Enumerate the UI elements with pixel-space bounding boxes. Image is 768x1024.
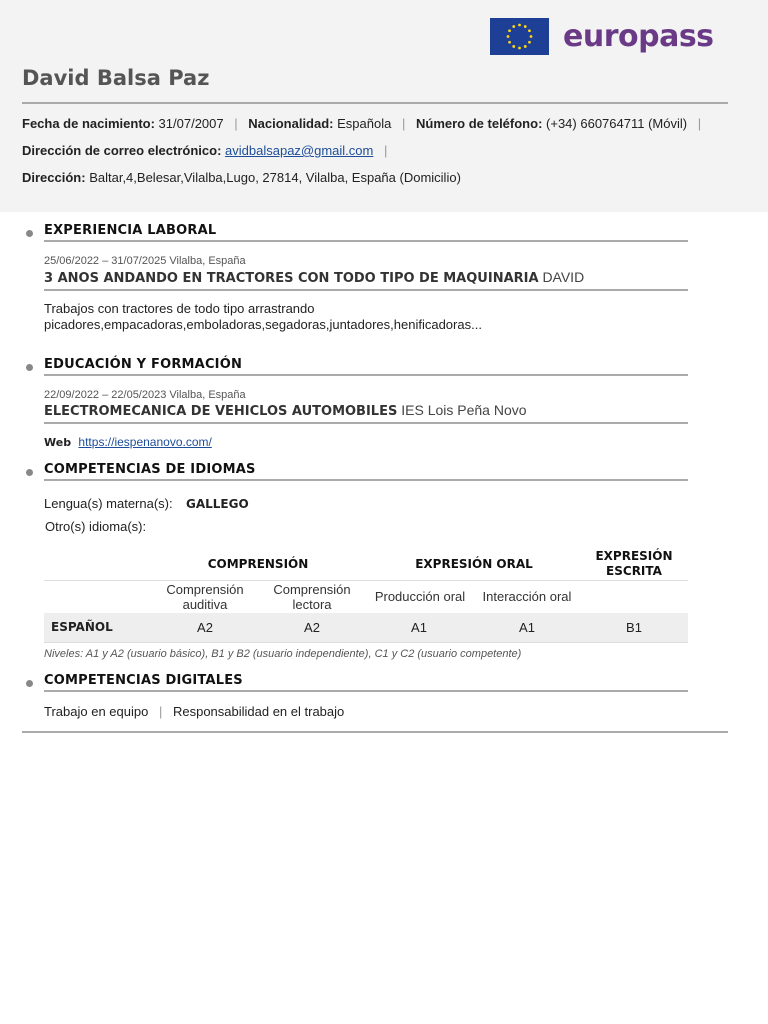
mother-tongue-value: GALLEGO xyxy=(186,497,249,511)
level-interaccion: A1 xyxy=(519,620,535,635)
table-row xyxy=(44,613,688,643)
skill-item: Trabajo en equipo xyxy=(44,704,149,719)
experience-job xyxy=(44,269,584,286)
education-meta: 22/09/2022 – 22/05/2023 Vilalba, España xyxy=(44,389,246,401)
birth-value: 31/07/2007 xyxy=(158,116,224,131)
job-title: 3 ANOS ANDANDO EN TRACTORES CON TODO TIPO DE MAQUINARIA xyxy=(44,271,539,286)
separator: | xyxy=(158,704,163,719)
experience-meta: 25/06/2022 – 31/07/2025 Vilalba, España xyxy=(44,255,246,267)
web-label: Web xyxy=(44,436,72,449)
header-comprension: COMPRENSIÓN xyxy=(207,557,309,571)
digital-skills xyxy=(44,704,344,719)
address-value: Baltar,4,Belesar,Vilalba,Lugo, 27814, Vilalba, España (Domicilio) xyxy=(89,170,461,185)
education-course xyxy=(44,402,527,419)
subheader-line: auditiva xyxy=(182,597,228,612)
education-title: EDUCACIÓN Y FORMACIÓN xyxy=(44,357,243,372)
eu-flag-icon xyxy=(490,18,549,55)
table-header-line xyxy=(44,580,688,581)
footer-divider xyxy=(22,731,728,733)
name-divider xyxy=(22,102,728,104)
subheader-produccion: Producción oral xyxy=(374,589,466,604)
email-label: Dirección de correo electrónico: xyxy=(22,143,222,158)
subheader-interaccion: Interacción oral xyxy=(482,589,572,604)
header-escrita-line: EXPRESIÓN xyxy=(595,549,673,563)
europass-logo xyxy=(490,18,714,55)
mother-tongue-label: Lengua(s) materna(s): xyxy=(44,496,173,511)
section-divider xyxy=(44,479,688,481)
subheader-line: lectora xyxy=(292,597,332,612)
phone-value: (+34) 660764711 (Móvil) xyxy=(546,116,688,131)
education-web xyxy=(44,435,212,449)
level-lectora: A2 xyxy=(304,620,320,635)
employer: DAVID xyxy=(542,269,585,285)
section-bullet xyxy=(26,469,33,476)
job-description-line: picadores,empacadoras,emboladoras,segadoras,juntadores,henificadoras... xyxy=(44,317,482,332)
section-divider xyxy=(44,690,688,692)
section-divider xyxy=(44,374,688,376)
skill-item: Responsabilidad en el trabajo xyxy=(172,704,345,719)
course-divider xyxy=(44,422,688,424)
job-description xyxy=(44,301,644,333)
subheader-lectora xyxy=(262,582,362,612)
separator: | xyxy=(234,116,238,131)
personal-info-line-2 xyxy=(22,143,394,158)
separator: | xyxy=(383,143,388,158)
birth-label: Fecha de nacimiento: xyxy=(22,116,155,131)
section-bullet xyxy=(26,230,33,237)
brand-name: europass xyxy=(563,18,714,54)
subheader-line: Comprensión xyxy=(166,582,244,597)
level-produccion: A1 xyxy=(411,620,427,635)
level-auditiva: A2 xyxy=(197,620,213,635)
separator: | xyxy=(401,116,406,131)
personal-info-line-3 xyxy=(22,170,461,185)
phone-label: Número de teléfono: xyxy=(416,116,543,131)
languages-title: COMPETENCIAS DE IDIOMAS xyxy=(44,462,256,477)
person-name: David Balsa Paz xyxy=(22,66,210,90)
personal-info-line-1 xyxy=(22,116,708,131)
email-link[interactable]: avidbalsapaz@gmail.com xyxy=(225,143,374,158)
address-label: Dirección: xyxy=(22,170,86,185)
web-link[interactable]: https://iespenanovo.com/ xyxy=(78,435,212,449)
section-bullet xyxy=(26,680,33,687)
section-bullet xyxy=(26,364,33,371)
header-escrita xyxy=(584,549,684,579)
language-name: ESPAÑOL xyxy=(51,620,113,634)
subheader-line: Comprensión xyxy=(273,582,351,597)
digital-title: COMPETENCIAS DIGITALES xyxy=(44,673,243,688)
subheader-auditiva xyxy=(155,582,255,612)
header-oral: EXPRESIÓN ORAL xyxy=(415,557,533,571)
school-name: IES Lois Peña Novo xyxy=(401,402,527,418)
section-divider xyxy=(44,240,688,242)
nationality-label: Nacionalidad: xyxy=(248,116,334,131)
header-escrita-line: ESCRITA xyxy=(606,564,662,578)
other-languages-label: Otro(s) idioma(s): xyxy=(45,519,147,534)
levels-note: Niveles: A1 y A2 (usuario básico), B1 y B2 (usuario independiente), C1 y C2 (usuario competente) xyxy=(44,648,522,660)
separator: | xyxy=(697,116,702,131)
nationality-value: Española xyxy=(337,116,392,131)
experience-title: EXPERIENCIA LABORAL xyxy=(44,223,217,238)
level-escrita: B1 xyxy=(626,620,642,635)
course-title: ELECTROMECANICA DE VEHICLOS AUTOMOBILES xyxy=(44,404,398,419)
job-divider xyxy=(44,289,688,291)
job-description-line: Trabajos con tractores de todo tipo arrastrando xyxy=(44,301,315,316)
